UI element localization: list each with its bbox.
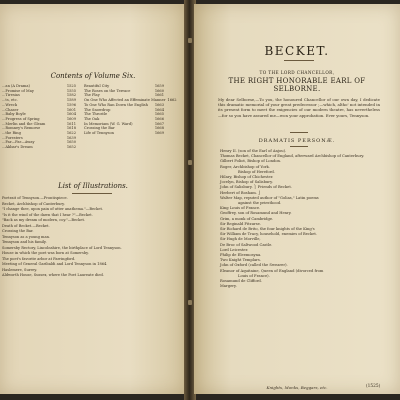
illustration-entry: Becket, Archbishop of Canterbury. <box>2 201 65 206</box>
dramatis-entry: John of Salisbury. ⎫ Friends of Becket. <box>220 185 292 190</box>
dramatis-entry: Eleanor of Aquitaine, Queen of England (divorced from <box>220 268 324 273</box>
contents-entry-page: 1668 <box>154 126 164 131</box>
dedication-divider <box>290 132 308 133</box>
dramatis-entry: Walter Map, reputed author of "Golias," Latin poems <box>220 195 319 200</box>
dramatis-entry: Grim, a monk of Cambridge. <box>220 216 274 221</box>
left-page <box>0 4 186 394</box>
contents-entry-page: 1596 <box>66 102 76 107</box>
dramatis-entry: Lord Leicester. <box>220 247 249 252</box>
illustration-entry: Portrait of Tennyson.—Frontispiece. <box>2 196 68 200</box>
dramatis-divider <box>290 146 308 147</box>
contents-entry-title: Life of Tennyson <box>84 131 114 136</box>
dramatis-entry: Philip de Eleemosyna. <box>220 253 262 258</box>
contents-entry-title: The Play <box>84 93 100 98</box>
footer-note: Knights, Monks, Beggars, etc. <box>266 385 328 390</box>
contents-entry-title: The Oak <box>84 116 100 121</box>
illustration-entry: Crossing the Bar. <box>2 229 34 233</box>
contents-entry-page: 1611 <box>66 121 76 126</box>
contents-entry-page: 1669 <box>154 131 164 136</box>
play-title: BECKET. <box>264 44 330 58</box>
contents-entry-page: 1661 <box>154 93 164 98</box>
contents-entry-page: 1666 <box>154 116 164 121</box>
right-page <box>194 4 400 394</box>
contents-entry-title: The Throstle <box>84 112 108 117</box>
illustration-entry: Tennyson and his family. <box>2 240 47 244</box>
dramatis-entry: John of Oxford (called the Swearer). <box>220 263 288 268</box>
illustration-entry: Haslemere, Surrey. <box>2 267 38 272</box>
illustration-entry: The poet's favorite arbor at Farringford. <box>2 256 76 261</box>
contents-entry-title: ...Romney's Remorse <box>2 126 41 131</box>
contents-entry-page: 1525 <box>66 84 76 88</box>
dramatis-entry: Geoffrey, son of Rosamund and Henry. <box>220 211 292 216</box>
dramatis-entry: Two Knight Templars. <box>220 258 261 263</box>
illustrations-divider <box>72 193 112 194</box>
illustration-entry: "I change thee, upon pain of utter anathema."—Becket. <box>2 207 104 211</box>
dedication-name-line-2: SELBORNE. <box>273 85 321 93</box>
contents-entry-page: 1664 <box>154 107 164 112</box>
contents-entry-title: ...Merlin and the Gleam <box>2 121 46 126</box>
contents-entry-title: In Memoriam (W. G. Ward) <box>84 121 133 126</box>
dramatis-entry: Henry II. (son of the Earl of Anjou). <box>220 149 287 153</box>
contents-entry-title: To One Who Ran Down the English <box>84 102 148 107</box>
dramatis-personae-list <box>220 149 386 289</box>
contents-entry-page: 1659 <box>154 84 164 88</box>
dedication-text: My dear Selborne,—To you, the honoured Chancellor of our own day, I dedicate this dramatic memorial of your great predecessor ;—which, altho' not intended in its present form to meet the exigencies of our modern theatre, has nevertheless—for so you have assured me—won your approbation. Ever yours, Tennyson. <box>218 97 380 118</box>
contents-entry <box>2 145 76 150</box>
contents-entry-page: 1622 <box>66 131 76 136</box>
contents-entry-page: 1609 <box>66 116 76 121</box>
contents-entry-title: ...Progress of Spring <box>2 116 40 121</box>
illustration-entry: "Is it the wind of the dawn that I hear ?"—Becket. <box>2 212 93 217</box>
contents-entry-title: ...Chaser <box>2 107 19 112</box>
contents-entry-page: 1582 <box>66 93 76 98</box>
dramatis-entry: Rosamund de Clifford. <box>220 279 262 284</box>
contents-entry-page: 1604 <box>66 112 76 117</box>
contents-entry-title: ...Promise of May <box>2 88 34 93</box>
dramatis-entry: Sir William de Tracy, household, enemies of Becket. <box>220 232 318 237</box>
contents-list <box>0 84 186 150</box>
contents-entry-title: ...ts, etc. <box>2 98 18 103</box>
contents-entry-title: Crossing the Bar <box>84 126 115 131</box>
contents-column-right <box>84 84 177 136</box>
contents-entry-page: 1667 <box>154 121 164 126</box>
contents-title: Contents of Volume Six. <box>50 72 136 80</box>
contents-entry-page: 1650 <box>66 140 76 145</box>
illustrations-title: List of Illustrations. <box>58 182 128 190</box>
contents-entry-title: ...Foresters <box>2 135 23 140</box>
contents-entry-title: The Roses on the Terrace <box>84 88 131 93</box>
illustration-entry: Somersby Rectory, Lincolnshire, the birthplace of Lord Tennyson. <box>2 245 122 250</box>
contents-entry-title: ...Akbar's Dream <box>2 145 33 150</box>
illustration-entry: House in which the poet was born at Somersby. <box>2 251 89 255</box>
dramatis-entry: Jocelyn, Bishop of Salisbury. <box>220 180 273 185</box>
illustration-entry: "Back as my dream of modern, coy."—Becket. <box>2 218 86 222</box>
contents-entry-title: ...the Ring <box>2 131 21 136</box>
dramatis-entry: Bishop of Hereford. <box>238 169 275 174</box>
contents-entry-page: 1589 <box>66 98 76 103</box>
dramatis-entry: Sir Reginald Fitzurse. <box>220 221 261 226</box>
dramatis-entry: De Broc of Saltwood Castle. <box>220 242 273 247</box>
contents-entry-title: ...Baby Boyle <box>2 112 26 117</box>
contents-entry-title: ...Tiresias <box>2 93 20 98</box>
illustrations-list <box>2 196 178 279</box>
dedication-to: TO THE LORD CHANCELLOR, <box>259 70 335 75</box>
dramatis-entry: Herbert of Bosham. ⎭ <box>220 190 261 195</box>
contents-entry-title: ...Wreck <box>2 102 17 107</box>
contents-entry-page: 1665 <box>154 112 164 117</box>
contents-entry-page: 1652 <box>66 145 76 150</box>
contents-entry-title: ...Far—Far—Away <box>2 140 35 145</box>
dramatis-entry: Louis of France). <box>238 273 270 278</box>
contents-entry-page: 1662 <box>167 98 177 103</box>
contents-entry-title: ...an (A Drama) <box>2 84 30 88</box>
binding-stitch <box>188 160 192 165</box>
illustration-entry: Meeting of General Garibaldi and Lord Tennyson in 1864. <box>2 262 108 266</box>
contents-entry-page: 1663 <box>154 102 164 107</box>
title-divider <box>284 60 314 61</box>
contents-entry-page: 1639 <box>66 135 76 140</box>
dramatis-entry: against the priesthood. <box>238 201 282 206</box>
contents-entry-title: Beautiful City <box>84 84 110 88</box>
contents-column-left <box>2 84 76 150</box>
illustration-entry: Death of Becket.—Becket. <box>2 223 50 228</box>
page-number: (1525) <box>366 384 381 389</box>
contents-entry-title: The Snowdrop <box>84 107 111 112</box>
dramatis-entry: Margery. <box>220 284 237 289</box>
binding-stitch <box>188 300 192 305</box>
contents-entry-page: 1660 <box>154 88 164 93</box>
contents-entry-page: 1601 <box>66 107 76 112</box>
dramatis-entry: Sir Hugh de Morville, <box>220 237 261 242</box>
illustration-entry: Aldworth House, Sussex, where the Poet Laureate died. <box>2 273 104 277</box>
dramatis-entry: Roger, Archbishop of York. <box>220 164 270 169</box>
illustration-entry: Tennyson as a young man. <box>2 234 51 239</box>
contents-entry-page: 1618 <box>66 126 76 131</box>
dramatis-entry: Thomas Becket, Chancellor of England, afterward Archbishop of Canterbury. <box>220 154 365 159</box>
dramatis-entry: Gilbert Foliot, Bishop of London. <box>220 159 282 164</box>
binding-stitch <box>188 38 192 43</box>
contents-entry-title: On One Who Affected an Effeminate Manner <box>84 98 166 103</box>
dramatis-entry: Hilary, Bishop of Chichester. <box>220 175 274 180</box>
dramatis-entry: Sir Richard de Brito, the four knights of the King's <box>220 227 315 232</box>
contents-entry-page: 1555 <box>66 88 76 93</box>
contents-entry <box>84 131 164 136</box>
dramatis-personae-title: DRAMATIS PERSONÆ. <box>258 138 336 144</box>
dedication-name-line-1: THE RIGHT HONORABLE EARL OF <box>228 77 366 85</box>
dramatis-entry: King Louis of France. <box>220 206 261 211</box>
